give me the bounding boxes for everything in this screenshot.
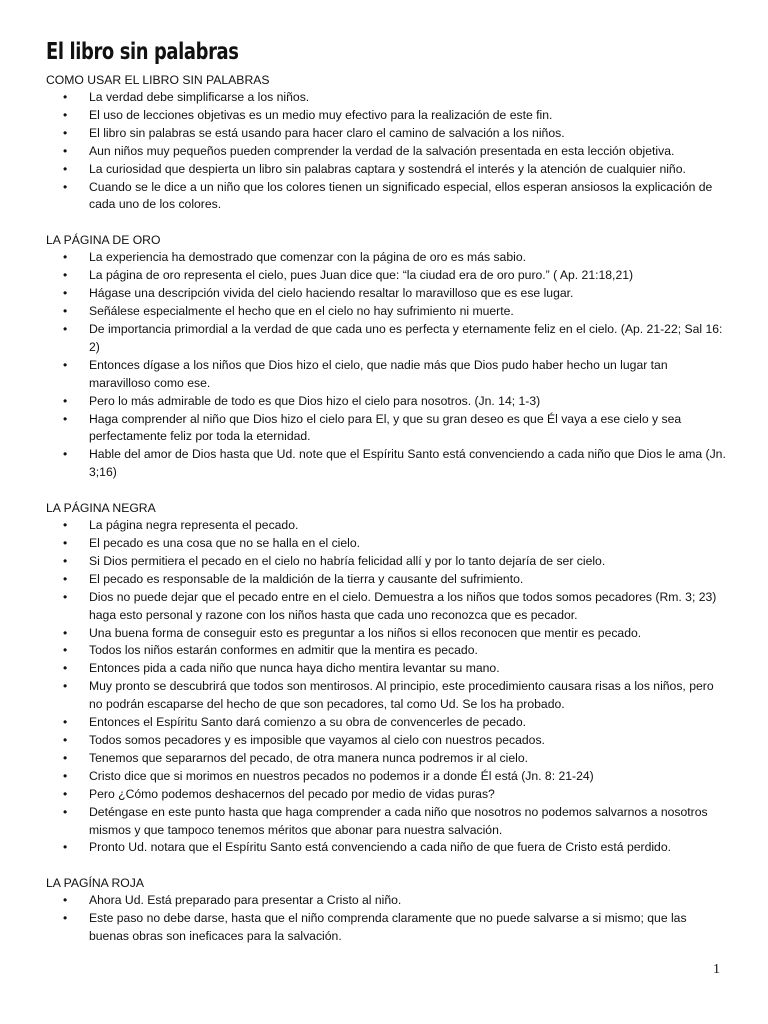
section-heading: LA PÁGINA DE ORO	[46, 233, 161, 248]
list-item: • Si Dios permitiera el pecado en el cielo no habría felicidad allí y por lo tanto dejaría de ser cielo.	[46, 553, 726, 571]
list-item: • Aun niños muy pequeños pueden comprender la verdad de la salvación presentada en esta lección objetiva.	[46, 143, 726, 161]
list-item: • El uso de lecciones objetivas es un medio muy efectivo para la realización de este fin.	[46, 107, 726, 125]
list-item: • Muy pronto se descubrirá que todos son mentirosos. Al principio, este procedimiento causara risas a los niños, pero no podrán escaparse del hecho de que son pecadores, tal como Ud. Se los ha probado.	[46, 678, 726, 714]
list-item: • Todos somos pecadores y es imposible que vayamos al cielo con nuestros pecados.	[46, 732, 726, 750]
list-item: • El libro sin palabras se está usando para hacer claro el camino de salvación a los niños.	[46, 125, 726, 143]
list-item: • Pero lo más admirable de todo es que Dios hizo el cielo para nosotros. (Jn. 14; 1-3)	[46, 393, 726, 411]
list-item: • Cuando se le dice a un niño que los colores tienen un significado especial, ellos esperan ansiosos la explicación de cada uno de los colores.	[46, 179, 726, 215]
list-item: • Entonces el Espíritu Santo dará comienzo a su obra de convencerles de pecado.	[46, 714, 726, 732]
list-item: • Deténgase en este punto hasta que haga comprender a cada niño que nosotros no podemos salvarnos a nosotros mismos y que tampoco tenemos méritos que abonar para nuestra salvación.	[46, 804, 726, 840]
section	[46, 500, 726, 857]
list-item: • Hágase una descripción vivida del cielo haciendo resaltar lo maravilloso que es ese lugar.	[46, 285, 726, 303]
section	[46, 72, 726, 214]
bullet-list	[46, 249, 726, 482]
list-item: • La curiosidad que despierta un libro sin palabras captara y sostendrá el interés y la atención de cualquier niño.	[46, 161, 726, 179]
list-item: • Entonces pida a cada niño que nunca haya dicho mentira levantar su mano.	[46, 660, 726, 678]
document-page	[46, 38, 726, 964]
list-item: • Haga comprender al niño que Dios hizo el cielo para El, y que su gran deseo es que Él vaya a ese cielo y sea perfectamente feliz por toda la eternidad.	[46, 411, 726, 447]
section-heading: LA PÁGINA NEGRA	[46, 501, 156, 516]
document-title: El libro sin palabras	[46, 39, 239, 65]
section	[46, 232, 726, 482]
section-heading: LA PAGÍNA ROJA	[46, 876, 144, 891]
list-item: • La experiencia ha demostrado que comenzar con la página de oro es más sabio.	[46, 249, 726, 267]
list-item: • Ahora Ud. Está preparado para presentar a Cristo al niño.	[46, 892, 726, 910]
list-item: • La página negra representa el pecado.	[46, 517, 726, 535]
section	[46, 875, 726, 946]
list-item: • Pero ¿Cómo podemos deshacernos del pecado por medio de vidas puras?	[46, 786, 726, 804]
list-item: • Este paso no debe darse, hasta que el niño comprenda claramente que no puede salvarse a si mismo; que las buenas obras son ineficaces para la salvación.	[46, 910, 726, 946]
list-item: • Hable del amor de Dios hasta que Ud. note que el Espíritu Santo está convenciendo a cada niño que Dios le ama (Jn. 3;16)	[46, 446, 726, 482]
list-item: • La página de oro representa el cielo, pues Juan dice que: “la ciudad era de oro puro.” ( Ap. 21:18,21)	[46, 267, 726, 285]
list-item: • De importancia primordial a la verdad de que cada uno es perfecta y eternamente feliz en el cielo. (Ap. 21-22; Sal 16: 2)	[46, 321, 726, 357]
list-item: • Señálese especialmente el hecho que en el cielo no hay sufrimiento ni muerte.	[46, 303, 726, 321]
page-number: 1	[713, 962, 720, 977]
list-item: • El pecado es una cosa que no se halla en el cielo.	[46, 535, 726, 553]
list-item: • Dios no puede dejar que el pecado entre en el cielo. Demuestra a los niños que todos somos pecadores (Rm. 3; 23) haga esto personal y razone con los niños hasta que cada uno reconozca que es pecador.	[46, 589, 726, 625]
list-item: • Pronto Ud. notara que el Espíritu Santo está convenciendo a cada niño de que fuera de Cristo está perdido.	[46, 839, 726, 857]
bullet-list	[46, 89, 726, 214]
list-item: • La verdad debe simplificarse a los niños.	[46, 89, 726, 107]
list-item: • Tenemos que separarnos del pecado, de otra manera nunca podremos ir al cielo.	[46, 750, 726, 768]
list-item: • Una buena forma de conseguir esto es preguntar a los niños si ellos reconocen que mentir es pecado.	[46, 625, 726, 643]
bullet-list	[46, 892, 726, 946]
list-item: • Todos los niños estarán conformes en admitir que la mentira es pecado.	[46, 642, 726, 660]
sections-container	[46, 72, 726, 946]
bullet-list	[46, 517, 726, 857]
section-heading: COMO USAR EL LIBRO SIN PALABRAS	[46, 73, 270, 87]
list-item: • Cristo dice que si morimos en nuestros pecados no podemos ir a donde Él está (Jn. 8: 21-24)	[46, 768, 726, 786]
list-item: • Entonces dígase a los niños que Dios hizo el cielo, que nadie más que Dios pudo haber hecho un lugar tan maravilloso como ese.	[46, 357, 726, 393]
list-item: • El pecado es responsable de la maldición de la tierra y causante del sufrimiento.	[46, 571, 726, 589]
